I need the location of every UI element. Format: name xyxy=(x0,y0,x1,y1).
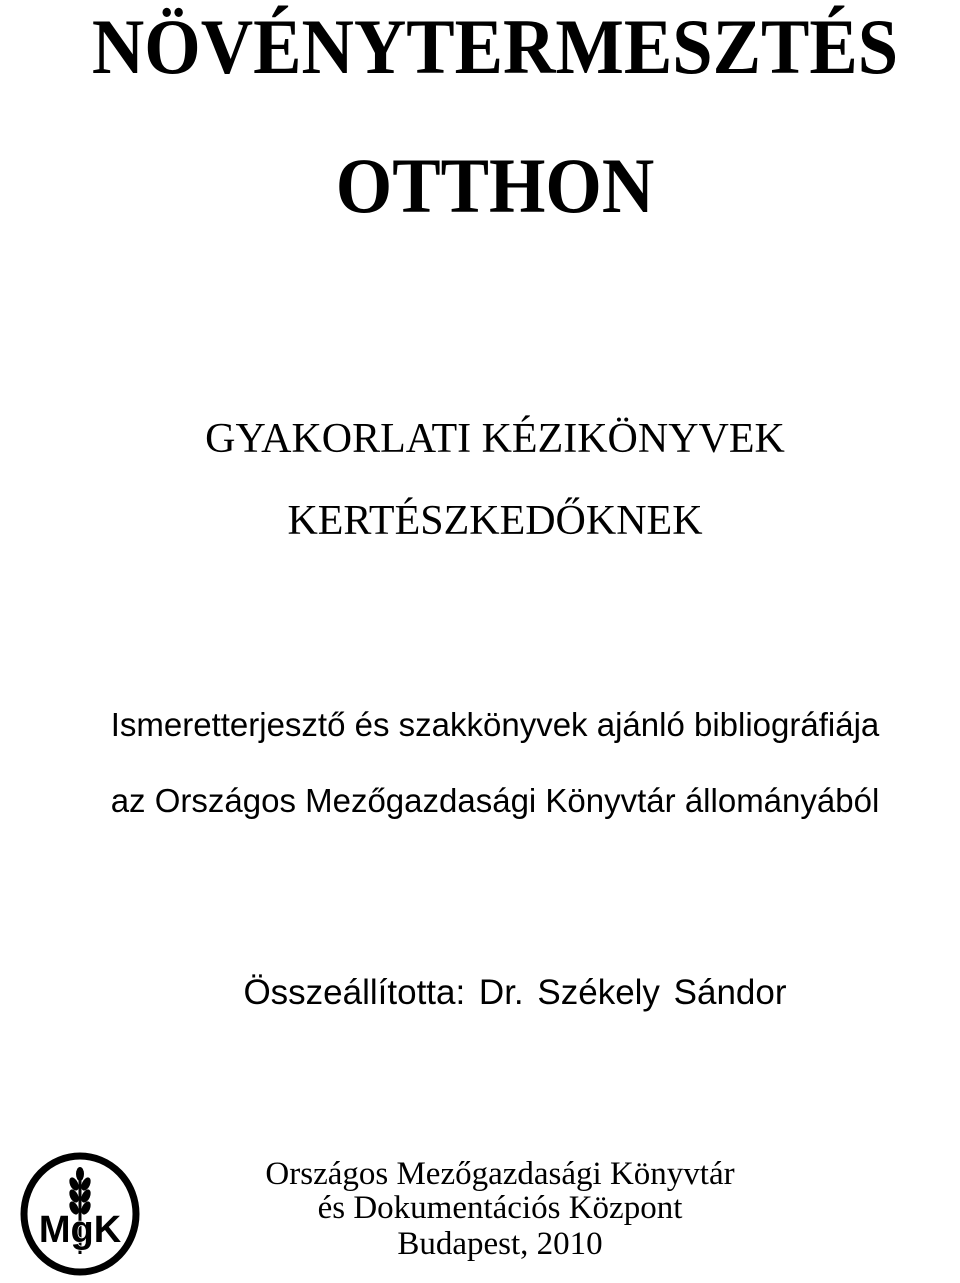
compiler-credit: Összeállította: Dr. Székely Sándor xyxy=(243,973,787,1012)
series-title-line-2: KERTÉSZKEDŐKNEK xyxy=(287,498,703,544)
main-title-line-2: OTTHON xyxy=(335,142,655,229)
main-title-line-1: NÖVÉNYTERMESZTÉS xyxy=(91,3,899,90)
description-line-2: az Országos Mezőgazdasági Könyvtár állományából xyxy=(110,782,880,819)
publisher-name-line-1: Országos Mezőgazdasági Könyvtár xyxy=(265,1156,735,1192)
description-line-1: Ismeretterjesztő és szakkönyvek ajánló bibliográfiája xyxy=(110,706,880,743)
series-title-line-1: GYAKORLATI KÉZIKÖNYVEK xyxy=(205,416,785,462)
svg-text:MgK: MgK xyxy=(38,1209,122,1251)
publisher-name-line-2: és Dokumentációs Központ xyxy=(317,1190,683,1226)
publication-place-year: Budapest, 2010 xyxy=(397,1226,603,1262)
